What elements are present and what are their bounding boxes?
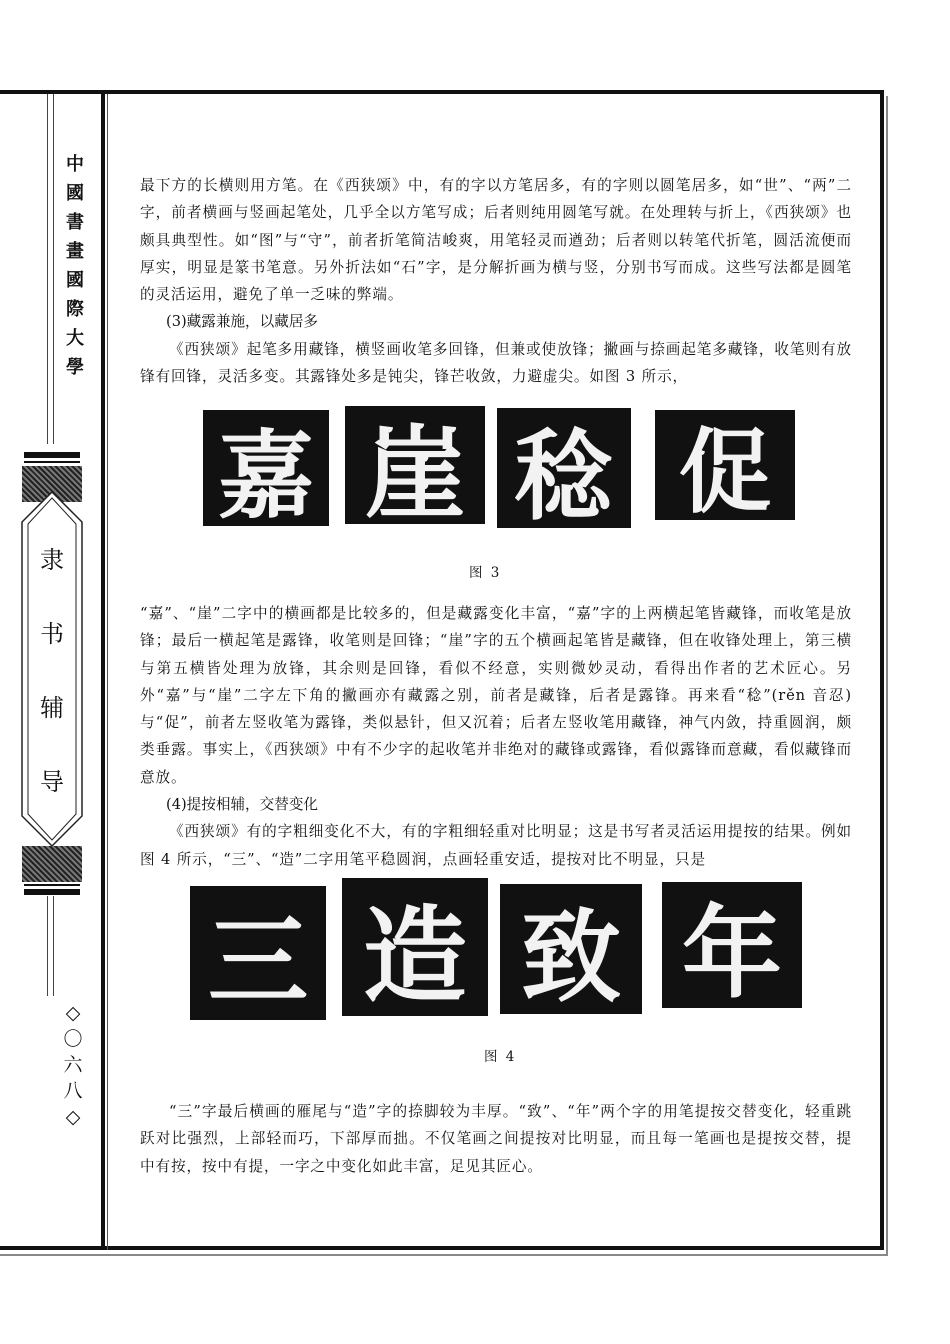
rubbing-char-text: 三 [208,902,308,1020]
book-title-char: 畫 [66,241,84,262]
text-block-1 [140,172,852,390]
rubbing-char [655,410,795,526]
sidebar-divider [101,94,105,1250]
ornament-bar [24,461,80,463]
book-title-char: 際 [66,299,84,320]
paragraph: “嘉”、“崖”二字中的横画都是比较多的，但是藏露变化丰富，“嘉”字的上两横起笔皆藏锋，而收笔是放锋；最后一横起笔是露锋，收笔则是回锋；“崖”字的五个横画起笔皆是藏锋，但在收锋处理上，第三横与第五横皆处理为放锋，其余则是回锋，看似不经意，实则微妙灵动，看得出作者的艺术匠心。另外“嘉”与“崖”二字左下角的撇画亦有藏露之别，前者是藏锋，后者是露锋。再来看“稔”(rěn 音忍)与“促”，前者左竖收笔为露锋，类似悬针，但又沉着；后者左竖收笔用藏锋，神气内敛，持重圆润，颇类垂露。事实上，《西狭颂》中有不少字的起收笔并非绝对的藏锋或露锋，看似露锋而意藏，看似藏锋而意放。 [140,605,852,786]
rubbing-char [345,406,485,532]
page-number-char: ◇ [65,1106,81,1128]
text-block-3 [140,1098,852,1180]
section-title-char: 书 [40,620,64,648]
rubbing-char-text: 造 [362,894,467,1017]
paragraph: “三”字最后横画的雁尾与“造”字的捺脚较为丰厚。“致”、“年”两个字的用笔提按交替变化，轻重跳跃对比强烈，上部轻而巧，下部厚而拙。不仅笔画之间提按对比明显，而且每一笔画也是提按交替，提中有按，按中有提，一字之中变化如此丰富，足见其匠心。 [140,1103,852,1175]
paragraph: 《西狭颂》起笔多用藏锋，横竖画收笔多回锋，但兼或使放锋；撇画与捺画起笔多藏锋，收笔则有放锋有回锋，灵活多变。其露锋处多是钝尖，锋芒收敛，力避虚尖。如图 3 所示， [140,340,852,386]
sidebar-divider-thin [107,94,108,1250]
rubbing-char-text: 年 [682,894,782,1012]
rubbing-char-text: 促 [678,418,771,526]
page-number [58,1000,88,1130]
sidebar-line [53,94,54,444]
figure-4-caption: 图 4 [484,1049,517,1065]
book-title-char: 書 [66,212,84,233]
sidebar-line [47,94,48,444]
rubbing-char [497,408,631,534]
page-number-char: 六 [63,1054,83,1076]
book-title-char: 國 [66,183,84,204]
book-title-char: 國 [66,270,84,291]
rubbing-char [203,410,329,532]
rubbing-char-text: 致 [521,898,621,1016]
section-title-vertical [18,540,86,836]
figure-3-caption: 图 3 [469,565,502,581]
rubbing-char [190,886,326,1020]
ornament-band [22,846,82,882]
book-title-char: 大 [66,328,84,349]
sidebar-line [47,896,48,996]
book-title-char: 中 [66,154,84,175]
text-block-2 [140,600,852,873]
rubbing-char [500,884,642,1014]
page-number-char: 八 [63,1080,83,1102]
book-title-char: 學 [66,357,84,378]
paragraph: 最下方的长横则用方笔。在《西狭颂》中，有的字以方笔居多，有的字则以圆笔居多，如“世”、“两”二字，前者横画与竖画起笔处，几乎全以方笔写成；后者则纯用圆笔写就。在处理转与折上，《西狭颂》也颇具典型性。如“图”与“守”，前者折笔简洁峻爽，用笔轻灵而遒劲；后者则以转笔代折笔，圆活流便而厚实，明显是篆书笔意。另外折法如“石”字，是分解折画为横与竖，分别书写而成。这些写法都是圆笔的灵活运用，避免了单一乏味的弊端。 [140,177,852,304]
figure-3 [203,410,795,534]
rubbing-char-text: 稔 [514,418,613,534]
book-title-vertical [60,150,90,382]
rubbing-char-text: 嘉 [218,418,314,532]
section-title-char: 辅 [40,694,64,722]
sidebar-line [53,896,54,996]
ornament-bar [24,452,80,458]
paragraph: 《西狭颂》有的字粗细变化不大，有的字粗细轻重对比明显；这是书写者灵活运用提按的结果。例如图 4 所示，“三”、“造”二字用笔平稳圆润，点画轻重安适，提按对比不明显，只是 [140,823,852,868]
rubbing-char-text: 崖 [365,414,465,532]
section-heading: (4)提按相辅，交替变化 [166,796,319,814]
section-title-char: 隶 [40,546,64,574]
figure-4 [190,878,802,1020]
ornament-bar [24,884,80,886]
page-number-char: ◇ [65,1002,81,1024]
section-title-char: 导 [40,768,64,796]
rubbing-char [342,878,488,1016]
rubbing-char [662,882,802,1012]
ornament-bar [24,889,80,895]
page-number-char: 〇 [63,1028,83,1050]
section-heading: (3)藏露兼施，以藏居多 [166,313,319,331]
